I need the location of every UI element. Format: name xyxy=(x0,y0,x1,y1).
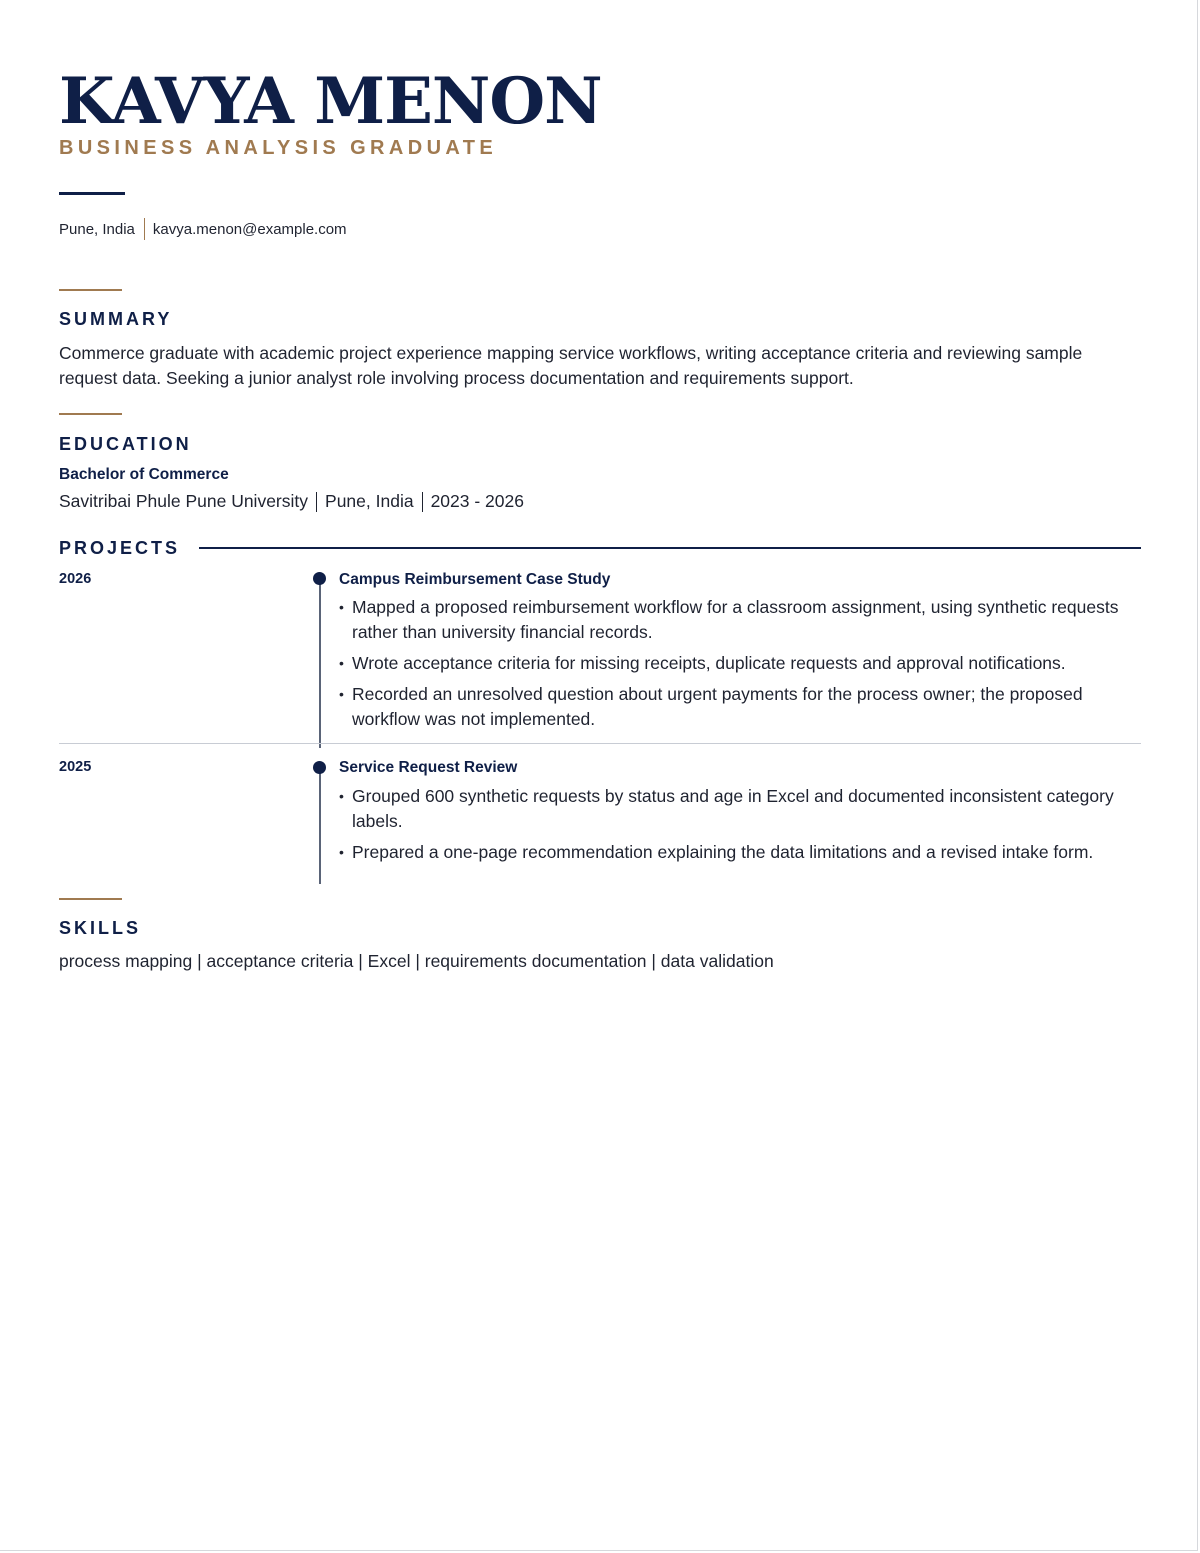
contact-location: Pune, India xyxy=(59,220,135,238)
project-bullet: • Grouped 600 synthetic requests by status and age in Excel and documented inconsistent category labels. xyxy=(339,784,1139,834)
education-location: Pune, India xyxy=(325,491,414,511)
education-accent-rule xyxy=(59,413,122,415)
project-year: 2025 xyxy=(59,759,92,775)
contact-separator xyxy=(144,218,145,240)
project-title: Campus Reimbursement Case Study xyxy=(339,571,611,588)
education-details xyxy=(59,489,524,514)
projects-heading-rule xyxy=(199,547,1141,549)
education-heading: EDUCATION xyxy=(59,434,192,454)
header-divider xyxy=(59,192,125,195)
timeline-line xyxy=(319,767,321,884)
contact-email[interactable]: kavya.menon@example.com xyxy=(152,220,347,238)
project-bullet: • Recorded an unresolved question about urgent payments for the process owner; the proposed workflow was not implemented. xyxy=(339,682,1139,732)
timeline-dot-icon xyxy=(313,761,326,774)
project-bullets xyxy=(339,784,1139,871)
project-title: Service Request Review xyxy=(339,759,518,776)
summary-text: Commerce graduate with academic project experience mapping service workflows, writing acceptance criteria and reviewing sample request data. Seeking a junior analyst role involving process documentation and requirements support. xyxy=(59,343,1083,388)
candidate-role: BUSINESS ANALYSIS GRADUATE xyxy=(59,137,498,159)
project-bullet: • Prepared a one-page recommendation explaining the data limitations and a revised intake form. xyxy=(339,840,1139,865)
project-row-divider xyxy=(59,743,1141,744)
education-separator xyxy=(422,492,423,512)
education-years: 2023 - 2026 xyxy=(430,491,524,511)
timeline-line xyxy=(319,578,321,748)
summary-heading: SUMMARY xyxy=(59,309,173,329)
skills-heading: SKILLS xyxy=(59,918,142,938)
candidate-name: KAVYA MENON xyxy=(59,64,602,139)
project-year: 2026 xyxy=(59,571,92,587)
skills-list: process mapping | acceptance criteria | Excel | requirements documentation | data validation xyxy=(59,951,774,971)
education-degree: Bachelor of Commerce xyxy=(59,466,229,483)
summary-accent-rule xyxy=(59,289,122,291)
education-institution: Savitribai Phule Pune University xyxy=(59,491,309,511)
education-separator xyxy=(316,492,317,512)
timeline-dot-icon xyxy=(313,572,326,585)
contact-info xyxy=(59,218,347,240)
projects-heading: PROJECTS xyxy=(59,538,181,558)
project-bullet: • Mapped a proposed reimbursement workflow for a classroom assignment, using synthetic requests rather than university financial records. xyxy=(339,595,1139,645)
project-bullet: • Wrote acceptance criteria for missing receipts, duplicate requests and approval notifications. xyxy=(339,651,1139,676)
skills-accent-rule xyxy=(59,898,122,900)
project-bullets xyxy=(339,595,1139,738)
